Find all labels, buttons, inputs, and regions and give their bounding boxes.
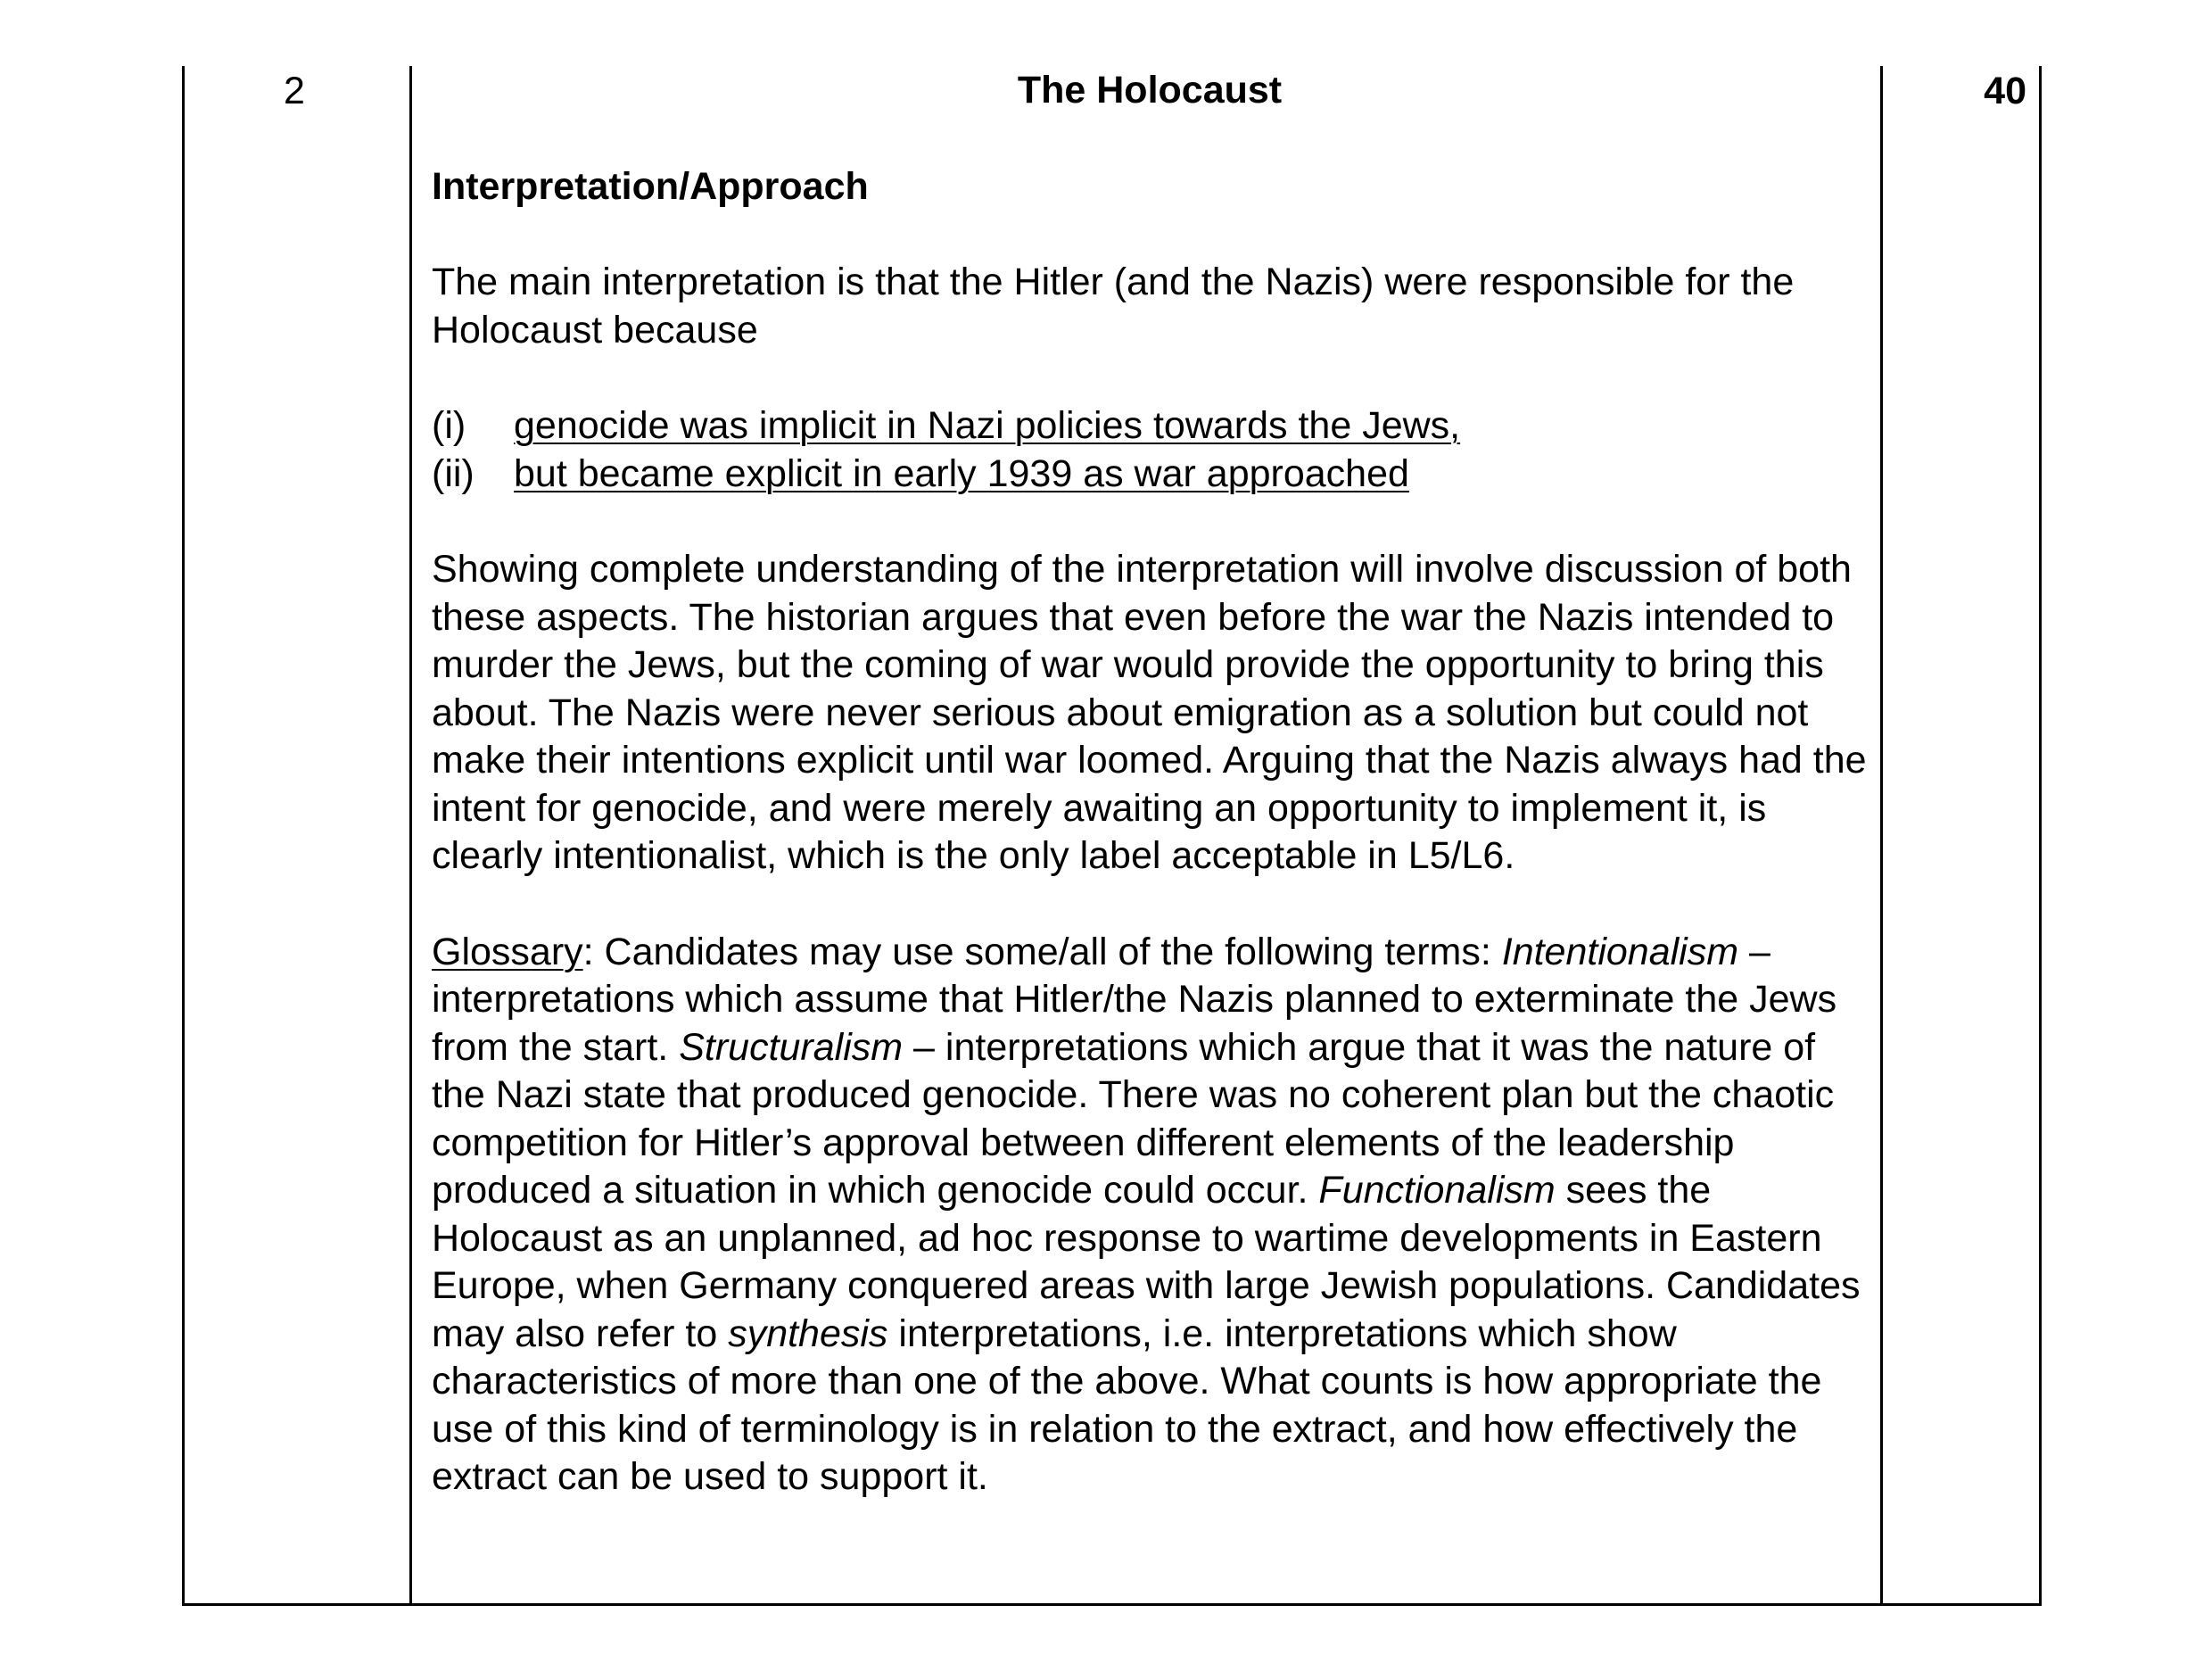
list-item-text: genocide was implicit in Nazi policies towards the Jews, — [514, 404, 1461, 447]
section-heading: Interpretation/Approach — [432, 164, 869, 208]
list-item — [432, 451, 1868, 499]
term-synthesis: synthesis — [728, 1311, 888, 1355]
table-border-right — [2039, 66, 2042, 1606]
glossary-paragraph — [432, 929, 1868, 1502]
table-border-left — [182, 66, 185, 1606]
glossary-lead: : Candidates may use some/all of the following terms: — [582, 930, 1502, 973]
marks-value: 40 — [1984, 70, 2026, 112]
term-structuralism: Structuralism — [679, 1025, 904, 1069]
understanding-paragraph: Showing complete understanding of the interpretation will involve discussion of both these aspects. The historian argues that even before the war the Nazis intended to murder the Jews, but the coming of war would provide the opportunity to bring this about. The Nazis were never serious about emigration as a solution but could not make their intentions explicit until war loomed. Arguing that the Nazis always had the intent for genocide, and were merely awaiting an opportunity to implement it, is clearly intentionalist, which is the only label acceptable in L5/L6. — [432, 548, 1867, 877]
list-item-number: (ii) — [432, 451, 475, 495]
term-intentionalism: Intentionalism — [1501, 930, 1739, 973]
list-item — [432, 402, 1868, 451]
definition-synthesis: interpretations, i.e. interpretations which show characteristics of more than one of the above. What counts is how appropriate the use of this kind of terminology is in relation to the extract, and how effectively the extract can be used to support it. — [432, 1311, 1822, 1498]
question-number: 2 — [284, 70, 305, 112]
answer-content — [432, 67, 1868, 1502]
list-item-number: (i) — [432, 404, 466, 447]
list-item-text: but became explicit in early 1939 as war approached — [514, 451, 1409, 495]
interpretation-points — [432, 402, 1868, 498]
definition-functionalism: sees the Holocaust as an unplanned, ad hoc response to wartime developments in Eastern Europe, when Germany conquered areas with large Jewish populations. Candidates may also refer to — [432, 1169, 1861, 1355]
term-functionalism: Functionalism — [1318, 1169, 1556, 1212]
glossary-label: Glossary — [432, 930, 583, 973]
question-title: The Holocaust — [1017, 69, 1283, 112]
table-divider-1 — [409, 66, 412, 1606]
definition-intentionalism: – interpretations which assume that Hitler/the Nazis planned to exterminate the Jews from the start. — [432, 930, 1837, 1069]
table-border-bottom — [182, 1603, 2042, 1606]
definition-structuralism: – interpretations which argue that it was the nature of the Nazi state that produced genocide. There was no coherent plan but the chaotic competition for Hitler’s approval between different elements of the leadership produced a situation in which genocide could occur. — [432, 1025, 1835, 1212]
intro-paragraph: The main interpretation is that the Hitler (and the Nazis) were responsible for the Holocaust because — [432, 261, 1795, 352]
table-divider-2 — [1880, 66, 1883, 1606]
